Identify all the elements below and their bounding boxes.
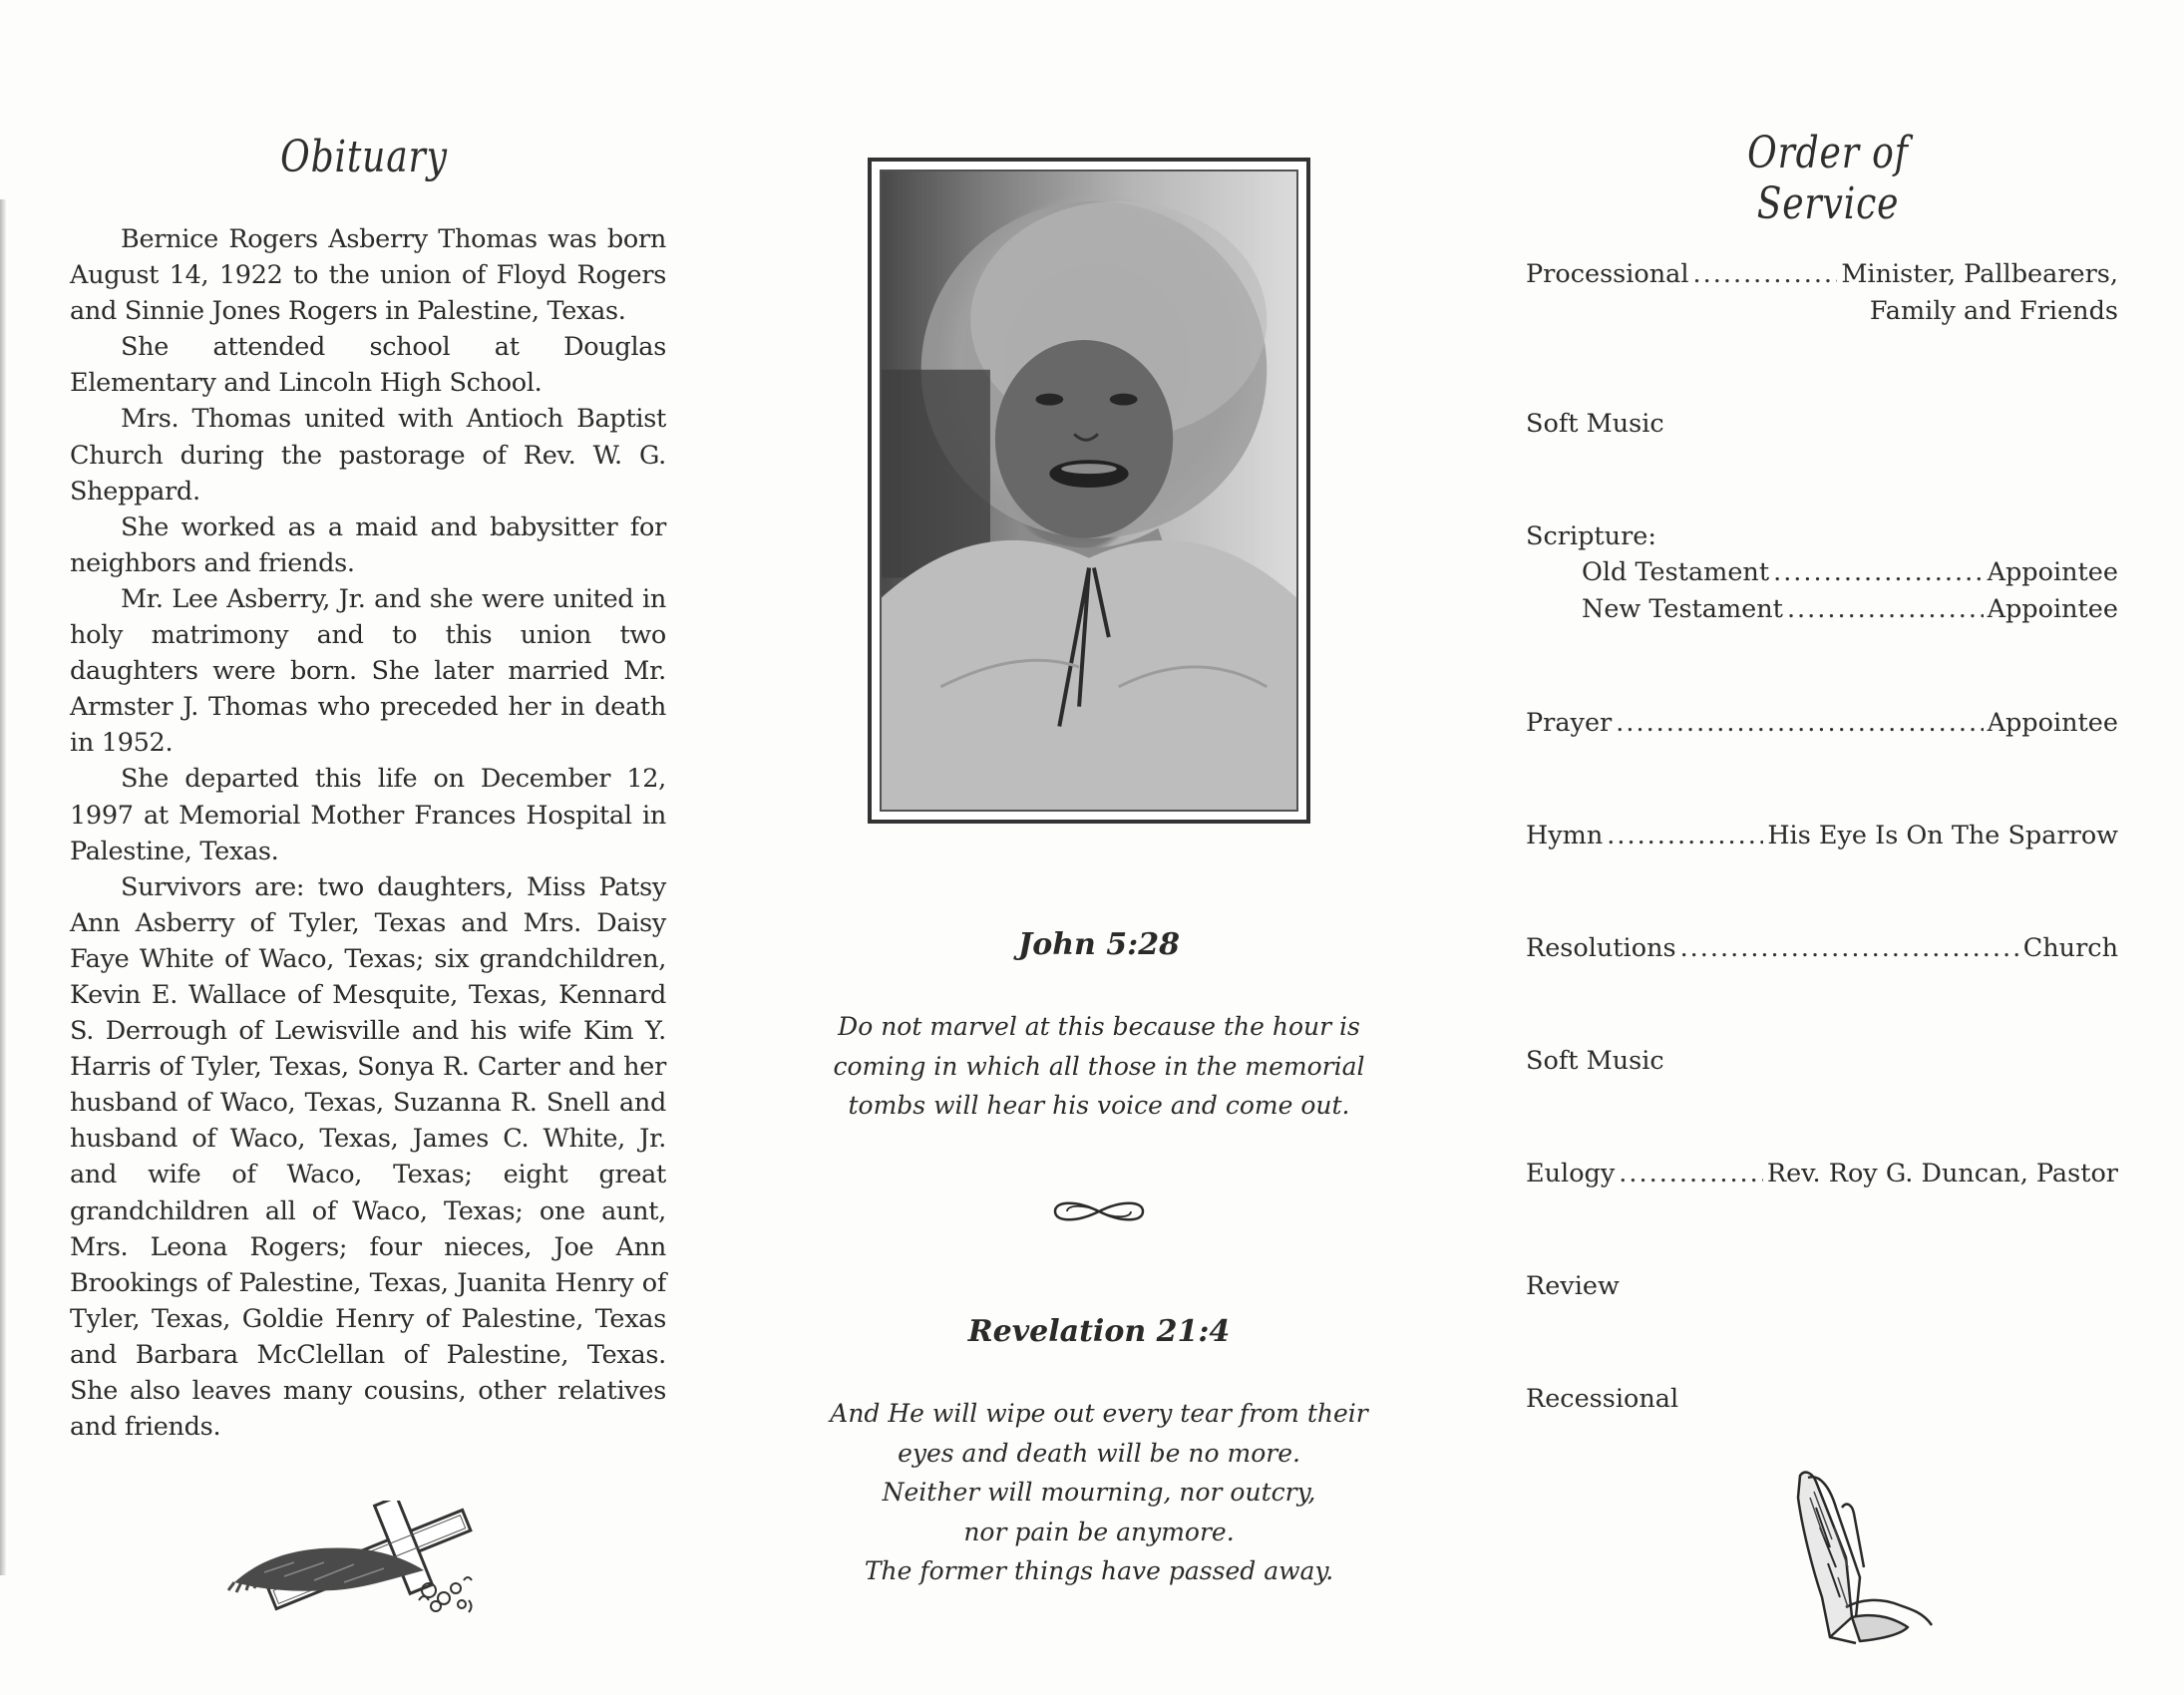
service-item-value: Rev. Roy G. Duncan, Pastor xyxy=(1766,1159,2118,1188)
scripture-text xyxy=(798,1007,1400,1126)
service-item-label: Recessional xyxy=(1526,1384,1679,1414)
leader-dots xyxy=(1693,259,1838,289)
service-item-label: Scripture: xyxy=(1526,521,1656,551)
service-item-recessional xyxy=(1526,1384,2118,1414)
leader-dots xyxy=(1787,594,1984,624)
page-edge-shadow xyxy=(0,199,6,1575)
leader-dots xyxy=(1607,821,1763,850)
scripture-line: And He will wipe out every tear from their xyxy=(830,1399,1368,1428)
service-item-value: Minister, Pallbearers, xyxy=(1841,259,2118,289)
leader-dots xyxy=(1619,1159,1763,1188)
service-item-value: Appointee xyxy=(1987,594,2118,624)
service-item-value: Church xyxy=(2022,933,2118,963)
service-item-value: Appointee xyxy=(1987,708,2118,738)
service-item-resolutions xyxy=(1526,933,2118,963)
portrait-photo xyxy=(880,170,1298,812)
service-item-label: Soft Music xyxy=(1526,1046,1664,1076)
service-item-label: Resolutions xyxy=(1526,933,1676,963)
service-item-label: Old Testament xyxy=(1582,557,1770,587)
obituary-title: Obituary xyxy=(280,132,448,182)
obituary-paragraph: She worked as a maid and babysitter for neighbors and friends. xyxy=(70,511,666,578)
service-item-value: His Eye Is On The Sparrow xyxy=(1767,821,2118,850)
obituary-body xyxy=(70,221,666,1445)
infinity-flourish-icon xyxy=(1047,1194,1151,1228)
scripture-reference: Revelation 21:4 xyxy=(967,1314,1231,1349)
cross-with-palm-icon xyxy=(224,1501,494,1620)
obituary-paragraph: Survivors are: two daughters, Miss Patsy Ann Asberry of Tyler, Texas and Mrs. Daisy Faye White of Waco, Texas; six grandchildren, Kevin E. Wallace of Mesquite, Texas, Kennard S. Derrough of Lewisville and his wife Kim Y. Harris of Tyler, Texas, Sonya R. Carter and her husband of Waco, Texas, Suzanna R. Snell and husband of Waco, Texas, James C. White, Jr. and wife of Waco, Texas; eight great grandchildren all of Waco, Texas; one aunt, Mrs. Leona Rogers; four nieces, Joe Ann Brookings of Palestine, Texas, Juanita Henry of Tyler, Texas, Goldie Henry of Palestine, Texas and Barbara McClellan of Palestine, Texas. She also leaves many cousins, other relatives and friends. xyxy=(70,871,666,1443)
service-item-continuation: Family and Friends xyxy=(1869,296,2118,326)
obituary-paragraph: She departed this life on December 12, 1997 at Memorial Mother Frances Hospital in Palestine, Texas. xyxy=(70,764,666,866)
service-item-old-testament xyxy=(1582,557,2118,587)
service-item-label: Hymn xyxy=(1526,821,1604,850)
portrait-figure xyxy=(882,171,1296,810)
obituary-paragraph: Mrs. Thomas united with Antioch Baptist Church during the pastorage of Rev. W. G. Sheppard. xyxy=(70,404,666,507)
scripture-line: The former things have passed away. xyxy=(864,1556,1334,1585)
scripture-reference: John 5:28 xyxy=(1018,927,1180,962)
praying-hands-icon xyxy=(1790,1468,1940,1647)
obituary-paragraph: Bernice Rogers Asberry Thomas was born August 14, 1922 to the union of Floyd Rogers and Sinnie Jones Rogers in Palestine, Texas. xyxy=(70,224,666,327)
service-item-hymn xyxy=(1526,821,2118,850)
scripture-line: nor pain be anymore. xyxy=(963,1517,1235,1546)
service-item-label: Processional xyxy=(1526,259,1689,289)
obituary-paragraph: She attended school at Douglas Elementary and Lincoln High School. xyxy=(70,332,666,399)
scripture-line: coming in which all those in the memorial xyxy=(833,1051,1365,1081)
leader-dots xyxy=(1680,933,2019,963)
service-item-review xyxy=(1526,1271,2118,1301)
scripture-line: tombs will hear his voice and come out. xyxy=(848,1091,1350,1120)
service-item-soft-music xyxy=(1526,409,2118,439)
service-item-label: Eulogy xyxy=(1526,1159,1616,1188)
service-item-label: Prayer xyxy=(1526,708,1613,738)
leader-dots xyxy=(1616,708,1983,738)
scripture-line: Do not marvel at this because the hour is xyxy=(838,1012,1360,1041)
order-of-service-title: Order of Service xyxy=(1747,128,1909,229)
service-item-soft-music-2 xyxy=(1526,1046,2118,1076)
service-item-scripture xyxy=(1526,521,2118,551)
scripture-line: Neither will mourning, nor outcry, xyxy=(882,1478,1316,1507)
obituary-paragraph: Mr. Lee Asberry, Jr. and she were united in holy matrimony and to this union two daughters were born. She later married Mr. Armster J. Thomas who preceded her in death in 1952. xyxy=(70,583,666,759)
scripture-line: eyes and death will be no more. xyxy=(898,1438,1300,1468)
service-item-processional xyxy=(1526,259,2118,289)
service-item-label: Review xyxy=(1526,1271,1620,1301)
service-item-eulogy xyxy=(1526,1159,2118,1188)
service-item-label: Soft Music xyxy=(1526,409,1664,439)
leader-dots xyxy=(1773,557,1983,587)
portrait-photo-frame xyxy=(868,158,1310,824)
service-item-new-testament xyxy=(1582,594,2118,624)
service-item-value: Appointee xyxy=(1987,557,2118,587)
scripture-text xyxy=(798,1394,1400,1591)
service-item-label: New Testament xyxy=(1582,594,1783,624)
service-item-prayer xyxy=(1526,708,2118,738)
